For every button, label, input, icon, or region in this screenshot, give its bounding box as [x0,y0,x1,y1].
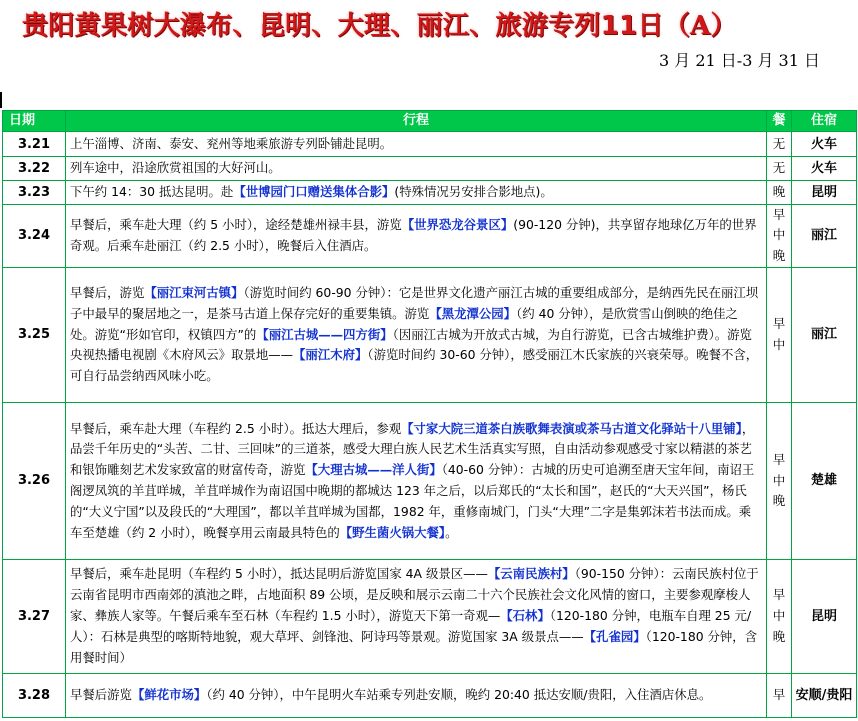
meal-char: 中 [772,472,786,488]
meal-char: 早 [772,687,786,703]
table-row [3,559,857,673]
itinerary-text: 早餐后，乘车赴大理（车程约 2.5 小时）。抵达大理后，参观 [70,420,402,436]
itinerary-text: (90-120 分钟)，共享留存地球亿万年的世界奇观。后乘车赴丽江（约 2.5 小时），晚餐后入住酒店。 [70,216,757,253]
itinerary-table [2,110,857,718]
itinerary-text: （游览时间约 60-90 分钟）：它是世界文化遗产丽江古城的重要组成部分，是纳西先民在丽江坝子中最早的聚居地之一，是茶马古道上保存完好的重要集镇。游览 [70,284,759,321]
row-meal [767,132,792,157]
row-meal [767,559,792,673]
attraction-highlight: 【石林】 [500,608,550,624]
row-meal [767,402,792,559]
row-date: 3.25 [3,267,66,402]
itinerary-text: 早餐后，乘车赴昆明（车程约 5 小时），抵达昆明后游览国家 4A 级景区—— [70,566,488,582]
itinerary-text: 列车途中，沿途欣赏祖国的大好河山。 [70,160,281,175]
row-stay: 安顺/贵阳 [792,673,857,717]
meal-char: 中 [772,227,786,243]
row-meal [767,204,792,267]
itinerary-text: 上午淄博、济南、泰安、兖州等地乘旅游专列卧铺赴昆明。 [70,135,393,151]
row-date: 3.21 [3,132,66,157]
meal-char: 无 [772,135,786,151]
itinerary-text: 早餐后，游览 [70,284,145,300]
row-meal [767,157,792,181]
table-row [3,673,857,717]
itinerary-text: ，品尝千年历史的“头苦、二甘、三回味”的三道茶，感受大理白族人民艺术生活真实写照，自由活动参观感受寸家以精湛的茶艺和银饰雕刻艺术发家致富的财富传奇，游览 [70,420,755,478]
header-meal: 餐 [767,111,792,132]
itinerary-text: （40-60 分钟）：古城的历史可追溯至唐天宝年间，南诏王阁逻凤筑的羊苴咩城，羊苴咩城作为南诏国中晚期的都城达 123 年之后，以后郑氏的“太长和国”，赵氏的“大天兴国”，杨氏的“大义宁国”以及段氏的“大理国”，都以羊苴咩城为国都，1982 年，重修南城门，门头“大理”二字是集郭沫若书法而成。乘车至楚雄（约 2 小时），晚餐享用云南最具特色的 [70,462,755,540]
row-itinerary [66,673,767,717]
meal-char: 中 [772,336,786,352]
row-stay: 昆明 [792,559,857,673]
table-row [3,180,857,204]
table-header-row [3,111,857,132]
row-itinerary [66,559,767,673]
meal-char: 早 [772,587,786,603]
itinerary-text: （因丽江古城为开放式古城，为自行游览，已含古城维护费）。游览央视热播电视剧《木府风云》取景地—— [70,326,752,363]
row-stay: 楚雄 [792,402,857,559]
row-itinerary [66,157,767,181]
row-itinerary [66,132,767,157]
itinerary-text: （游览时间约 30-60 分钟），感受丽江木氏家族的兴衰荣辱。晚餐不含，可自行品尝纳西风味小吃。 [70,347,759,384]
row-date: 3.26 [3,402,66,559]
meal-char: 晚 [772,248,786,264]
table-row [3,267,857,402]
row-stay: 火车 [792,132,857,157]
row-itinerary [66,180,767,204]
header-stay: 住宿 [792,111,857,132]
meal-char: 早 [772,316,786,332]
attraction-highlight: 【孔雀园】 [583,628,646,644]
meal-char: 无 [772,160,786,175]
table-row [3,402,857,559]
attraction-highlight: 【大理古城——洋人街】 [305,462,442,478]
row-meal [767,673,792,717]
header-itinerary: 行程 [66,111,767,132]
row-meal [767,180,792,204]
itinerary-text: （120-180 分钟，电瓶车自理 25 元/人）：石林是典型的喀斯特地貌，观大草坪、剑锋池、阿诗玛等景观。游览国家 3A 级景点—— [70,608,752,644]
meal-char: 早 [772,451,786,467]
left-margin-mark [0,92,2,108]
itinerary-text: 早餐后游览 [70,687,132,703]
title-code: （A） [663,11,737,41]
title-main: 贵阳黄果树大瀑布、昆明、大理、丽江、旅游专列 [22,11,601,41]
meal-char: 晚 [772,628,786,644]
row-stay: 丽江 [792,267,857,402]
table-row [3,204,857,267]
attraction-highlight: 【世界恐龙谷景区】 [401,216,514,232]
attraction-highlight: 【云南民族村】 [487,566,575,582]
row-stay: 丽江 [792,204,857,267]
itinerary-text: （约 40 分钟），是欣赏雪山倒映的绝佳之处。游览“形如官印，权镇四方”的 [70,305,738,342]
page-title [22,4,852,48]
title-day-unit: 日 [637,11,664,41]
row-itinerary [66,204,767,267]
row-meal [767,267,792,402]
itinerary-text: （约 40 分钟），中午昆明火车站乘专列赴安顺，晚约 20:40 抵达安顺/贵阳，入住酒店休息。 [206,687,712,703]
attraction-highlight: 【世博园门口赠送集体合影】 [233,183,395,199]
meal-char: 早 [772,206,786,222]
tour-dates: 3 月 21 日-3 月 31 日 [658,51,820,70]
attraction-highlight: 【丽江束河古镇】 [144,284,244,300]
itinerary-text: 下午约 14：30 抵达昆明。赴 [70,183,234,199]
header-date: 日期 [3,111,66,132]
row-itinerary [66,402,767,559]
table-row [3,132,857,157]
attraction-highlight: 【寸家大院三道茶白族歌舞表演或茶马古道文化驿站十八里铺】 [401,420,742,436]
itinerary-text: （120-180 分钟，含用餐时间） [70,628,758,665]
row-date: 3.23 [3,180,66,204]
meal-char: 晚 [772,493,786,509]
itinerary-text: 早餐后，乘车赴大理（约 5 小时），途经楚雄州禄丰县，游览 [70,216,402,232]
attraction-highlight: 【丽江古城——四方街】 [256,326,393,342]
row-date: 3.27 [3,559,66,673]
attraction-highlight: 【丽江木府】 [293,347,368,363]
attraction-highlight: 【鲜花市场】 [131,687,207,703]
itinerary-text: 。 [445,524,458,540]
attraction-highlight: 【野生菌火锅大餐】 [339,524,446,540]
title-days: 11 [600,11,638,41]
row-date: 3.24 [3,204,66,267]
row-stay: 火车 [792,157,857,181]
row-itinerary [66,267,767,402]
attraction-highlight: 【黑龙潭公园】 [429,305,517,321]
row-stay: 昆明 [792,180,857,204]
row-date: 3.28 [3,673,66,717]
itinerary-text: (特殊情况另安排合影地点)。 [394,183,553,199]
table-row [3,157,857,181]
row-date: 3.22 [3,157,66,181]
itinerary-text: （90-150 分钟）：云南民族村位于云南省昆明市西南郊的滇池之畔，占地面积 89 公顷，是反映和展示云南二十六个民族社会文化风情的窗口，主要参观摩梭人家、彝族人家等。午餐后乘车至石林（车程约 1.5 小时），游览天下第一奇观— [70,566,759,624]
meal-char: 晚 [772,183,786,199]
meal-char: 中 [772,608,786,624]
